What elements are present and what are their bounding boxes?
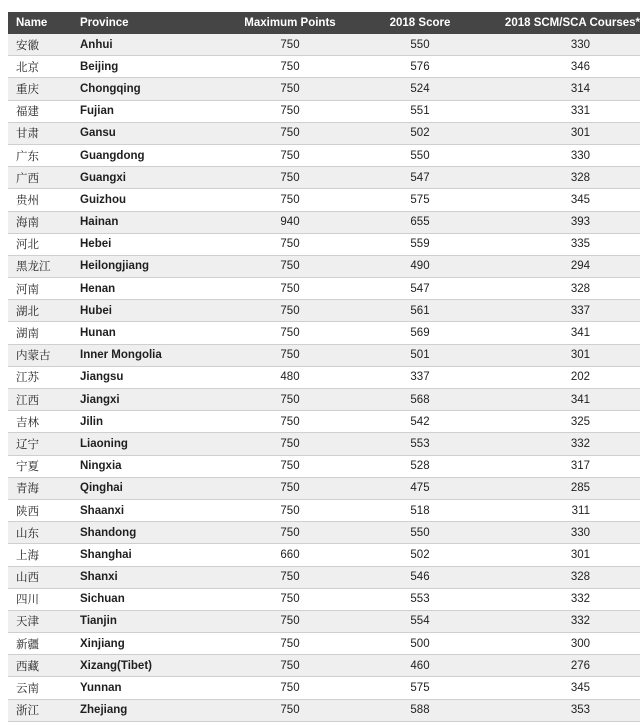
table-row bbox=[8, 610, 640, 632]
cell-max-points: 750 bbox=[230, 100, 350, 122]
cell-2018-scm-sca: 353 bbox=[490, 699, 640, 721]
cell-max-points: 750 bbox=[230, 477, 350, 499]
cell-max-points: 750 bbox=[230, 411, 350, 433]
cell-2018-scm-sca: 301 bbox=[490, 344, 640, 366]
cell-province: Gansu bbox=[74, 122, 230, 144]
cell-2018-scm-sca: 314 bbox=[490, 78, 640, 100]
table-row bbox=[8, 499, 640, 521]
cell-province: Beijing bbox=[74, 56, 230, 78]
cell-2018-score: 576 bbox=[350, 56, 490, 78]
cell-province: Jiangxi bbox=[74, 389, 230, 411]
cell-max-points: 750 bbox=[230, 322, 350, 344]
cell-name: 山西 bbox=[8, 566, 74, 588]
cell-2018-scm-sca: 393 bbox=[490, 211, 640, 233]
cell-province: Fujian bbox=[74, 100, 230, 122]
cell-2018-scm-sca: 337 bbox=[490, 300, 640, 322]
cell-province: Shanghai bbox=[74, 544, 230, 566]
cell-2018-score: 553 bbox=[350, 433, 490, 455]
cell-max-points: 750 bbox=[230, 278, 350, 300]
cell-province: Qinghai bbox=[74, 477, 230, 499]
cell-2018-score: 550 bbox=[350, 34, 490, 56]
cell-province: Shandong bbox=[74, 522, 230, 544]
cell-2018-scm-sca: 332 bbox=[490, 588, 640, 610]
cell-2018-score: 460 bbox=[350, 655, 490, 677]
table-row bbox=[8, 566, 640, 588]
table-row bbox=[8, 167, 640, 189]
cell-2018-score: 569 bbox=[350, 322, 490, 344]
cell-province: Guizhou bbox=[74, 189, 230, 211]
cell-2018-score: 554 bbox=[350, 610, 490, 632]
cell-province: Anhui bbox=[74, 34, 230, 56]
cell-max-points: 940 bbox=[230, 211, 350, 233]
cell-province: Chongqing bbox=[74, 78, 230, 100]
cell-max-points: 750 bbox=[230, 610, 350, 632]
cell-2018-scm-sca: 328 bbox=[490, 167, 640, 189]
cell-2018-scm-sca: 331 bbox=[490, 100, 640, 122]
table-row bbox=[8, 389, 640, 411]
cell-name: 重庆 bbox=[8, 78, 74, 100]
cell-name: 黑龙江 bbox=[8, 255, 74, 277]
cell-name: 贵州 bbox=[8, 189, 74, 211]
cell-2018-scm-sca: 330 bbox=[490, 522, 640, 544]
cell-2018-scm-sca: 301 bbox=[490, 122, 640, 144]
table-row bbox=[8, 633, 640, 655]
cell-province: Hainan bbox=[74, 211, 230, 233]
cell-2018-score: 655 bbox=[350, 211, 490, 233]
cell-name: 湖北 bbox=[8, 300, 74, 322]
cell-province: Shanxi bbox=[74, 566, 230, 588]
cell-2018-scm-sca: 341 bbox=[490, 322, 640, 344]
cell-2018-score: 575 bbox=[350, 189, 490, 211]
table-body bbox=[8, 34, 640, 721]
cell-max-points: 750 bbox=[230, 522, 350, 544]
cell-max-points: 750 bbox=[230, 344, 350, 366]
cell-2018-scm-sca: 328 bbox=[490, 278, 640, 300]
cell-max-points: 750 bbox=[230, 655, 350, 677]
header-name: Name bbox=[8, 12, 74, 34]
cell-2018-scm-sca: 335 bbox=[490, 233, 640, 255]
header-2018-score: 2018 Score bbox=[350, 12, 490, 34]
cell-2018-score: 547 bbox=[350, 278, 490, 300]
cell-name: 广西 bbox=[8, 167, 74, 189]
cell-2018-scm-sca: 285 bbox=[490, 477, 640, 499]
cell-province: Inner Mongolia bbox=[74, 344, 230, 366]
table-row bbox=[8, 144, 640, 166]
cell-name: 西藏 bbox=[8, 655, 74, 677]
cell-max-points: 750 bbox=[230, 255, 350, 277]
table-row bbox=[8, 588, 640, 610]
cell-province: Hubei bbox=[74, 300, 230, 322]
cell-province: Xinjiang bbox=[74, 633, 230, 655]
table-row bbox=[8, 699, 640, 721]
cell-2018-score: 547 bbox=[350, 167, 490, 189]
cell-max-points: 750 bbox=[230, 433, 350, 455]
cell-name: 宁夏 bbox=[8, 455, 74, 477]
cell-name: 河北 bbox=[8, 233, 74, 255]
table-row bbox=[8, 189, 640, 211]
cell-name: 内蒙古 bbox=[8, 344, 74, 366]
header-row bbox=[8, 12, 640, 34]
cell-2018-scm-sca: 341 bbox=[490, 389, 640, 411]
cell-name: 天津 bbox=[8, 610, 74, 632]
cell-name: 辽宁 bbox=[8, 433, 74, 455]
cell-2018-score: 475 bbox=[350, 477, 490, 499]
cell-max-points: 750 bbox=[230, 566, 350, 588]
cell-name: 广东 bbox=[8, 144, 74, 166]
cell-2018-score: 542 bbox=[350, 411, 490, 433]
table-row bbox=[8, 211, 640, 233]
cell-max-points: 660 bbox=[230, 544, 350, 566]
cell-name: 四川 bbox=[8, 588, 74, 610]
table-row bbox=[8, 34, 640, 56]
cell-2018-scm-sca: 276 bbox=[490, 655, 640, 677]
table-row bbox=[8, 655, 640, 677]
cell-2018-score: 518 bbox=[350, 499, 490, 521]
cell-max-points: 750 bbox=[230, 455, 350, 477]
cell-2018-scm-sca: 325 bbox=[490, 411, 640, 433]
cell-province: Hebei bbox=[74, 233, 230, 255]
cell-max-points: 750 bbox=[230, 34, 350, 56]
table-row bbox=[8, 233, 640, 255]
cell-2018-score: 528 bbox=[350, 455, 490, 477]
cell-max-points: 750 bbox=[230, 122, 350, 144]
table-row bbox=[8, 322, 640, 344]
table-row bbox=[8, 544, 640, 566]
cell-2018-scm-sca: 346 bbox=[490, 56, 640, 78]
cell-name: 河南 bbox=[8, 278, 74, 300]
header-province: Province bbox=[74, 12, 230, 34]
cell-2018-scm-sca: 330 bbox=[490, 34, 640, 56]
cell-name: 海南 bbox=[8, 211, 74, 233]
cell-province: Zhejiang bbox=[74, 699, 230, 721]
cell-max-points: 750 bbox=[230, 389, 350, 411]
cell-2018-score: 588 bbox=[350, 699, 490, 721]
cell-name: 青海 bbox=[8, 477, 74, 499]
cell-2018-score: 553 bbox=[350, 588, 490, 610]
cell-2018-score: 561 bbox=[350, 300, 490, 322]
cell-name: 甘肃 bbox=[8, 122, 74, 144]
cell-2018-score: 337 bbox=[350, 366, 490, 388]
cell-max-points: 750 bbox=[230, 78, 350, 100]
cell-2018-score: 575 bbox=[350, 677, 490, 699]
cell-2018-score: 559 bbox=[350, 233, 490, 255]
table-row bbox=[8, 56, 640, 78]
table-row bbox=[8, 344, 640, 366]
cell-name: 陕西 bbox=[8, 499, 74, 521]
cell-max-points: 750 bbox=[230, 56, 350, 78]
cell-name: 吉林 bbox=[8, 411, 74, 433]
cell-2018-score: 568 bbox=[350, 389, 490, 411]
table-row bbox=[8, 100, 640, 122]
cell-name: 安徽 bbox=[8, 34, 74, 56]
cell-province: Shaanxi bbox=[74, 499, 230, 521]
table-row bbox=[8, 433, 640, 455]
table-row bbox=[8, 300, 640, 322]
cell-max-points: 750 bbox=[230, 300, 350, 322]
cell-max-points: 480 bbox=[230, 366, 350, 388]
cell-province: Guangxi bbox=[74, 167, 230, 189]
province-score-table bbox=[8, 12, 640, 722]
cell-province: Yunnan bbox=[74, 677, 230, 699]
cell-name: 湖南 bbox=[8, 322, 74, 344]
cell-province: Heilongjiang bbox=[74, 255, 230, 277]
province-score-table-container bbox=[8, 12, 640, 722]
cell-name: 江西 bbox=[8, 389, 74, 411]
cell-2018-scm-sca: 294 bbox=[490, 255, 640, 277]
table-row bbox=[8, 78, 640, 100]
table-header bbox=[8, 12, 640, 34]
cell-max-points: 750 bbox=[230, 633, 350, 655]
cell-max-points: 750 bbox=[230, 499, 350, 521]
cell-province: Tianjin bbox=[74, 610, 230, 632]
table-row bbox=[8, 522, 640, 544]
table-row bbox=[8, 455, 640, 477]
cell-name: 新疆 bbox=[8, 633, 74, 655]
cell-max-points: 750 bbox=[230, 189, 350, 211]
cell-2018-score: 546 bbox=[350, 566, 490, 588]
table-row bbox=[8, 122, 640, 144]
cell-name: 浙江 bbox=[8, 699, 74, 721]
cell-2018-score: 501 bbox=[350, 344, 490, 366]
cell-2018-score: 550 bbox=[350, 144, 490, 166]
header-2018-scm-sca: 2018 SCM/SCA Courses* bbox=[490, 12, 640, 34]
cell-2018-scm-sca: 300 bbox=[490, 633, 640, 655]
table-row bbox=[8, 477, 640, 499]
cell-name: 云南 bbox=[8, 677, 74, 699]
header-max-points: Maximum Points bbox=[230, 12, 350, 34]
cell-2018-scm-sca: 301 bbox=[490, 544, 640, 566]
cell-max-points: 750 bbox=[230, 677, 350, 699]
cell-2018-score: 550 bbox=[350, 522, 490, 544]
table-row bbox=[8, 278, 640, 300]
cell-2018-scm-sca: 328 bbox=[490, 566, 640, 588]
table-row bbox=[8, 366, 640, 388]
table-row bbox=[8, 255, 640, 277]
cell-2018-scm-sca: 311 bbox=[490, 499, 640, 521]
cell-2018-score: 502 bbox=[350, 122, 490, 144]
cell-province: Xizang(Tibet) bbox=[74, 655, 230, 677]
cell-2018-scm-sca: 345 bbox=[490, 677, 640, 699]
table-row bbox=[8, 411, 640, 433]
cell-province: Liaoning bbox=[74, 433, 230, 455]
cell-2018-score: 500 bbox=[350, 633, 490, 655]
cell-name: 山东 bbox=[8, 522, 74, 544]
cell-2018-scm-sca: 330 bbox=[490, 144, 640, 166]
cell-max-points: 750 bbox=[230, 167, 350, 189]
cell-name: 北京 bbox=[8, 56, 74, 78]
cell-max-points: 750 bbox=[230, 233, 350, 255]
cell-province: Guangdong bbox=[74, 144, 230, 166]
cell-max-points: 750 bbox=[230, 699, 350, 721]
table-row bbox=[8, 677, 640, 699]
cell-2018-score: 490 bbox=[350, 255, 490, 277]
cell-2018-scm-sca: 332 bbox=[490, 433, 640, 455]
cell-name: 江苏 bbox=[8, 366, 74, 388]
cell-2018-score: 551 bbox=[350, 100, 490, 122]
cell-2018-score: 502 bbox=[350, 544, 490, 566]
cell-2018-scm-sca: 317 bbox=[490, 455, 640, 477]
cell-2018-scm-sca: 345 bbox=[490, 189, 640, 211]
cell-max-points: 750 bbox=[230, 144, 350, 166]
cell-2018-scm-sca: 332 bbox=[490, 610, 640, 632]
cell-name: 上海 bbox=[8, 544, 74, 566]
cell-max-points: 750 bbox=[230, 588, 350, 610]
cell-province: Ningxia bbox=[74, 455, 230, 477]
cell-2018-score: 524 bbox=[350, 78, 490, 100]
cell-province: Hunan bbox=[74, 322, 230, 344]
cell-province: Jilin bbox=[74, 411, 230, 433]
cell-province: Jiangsu bbox=[74, 366, 230, 388]
cell-province: Sichuan bbox=[74, 588, 230, 610]
cell-name: 福建 bbox=[8, 100, 74, 122]
cell-2018-scm-sca: 202 bbox=[490, 366, 640, 388]
cell-province: Henan bbox=[74, 278, 230, 300]
